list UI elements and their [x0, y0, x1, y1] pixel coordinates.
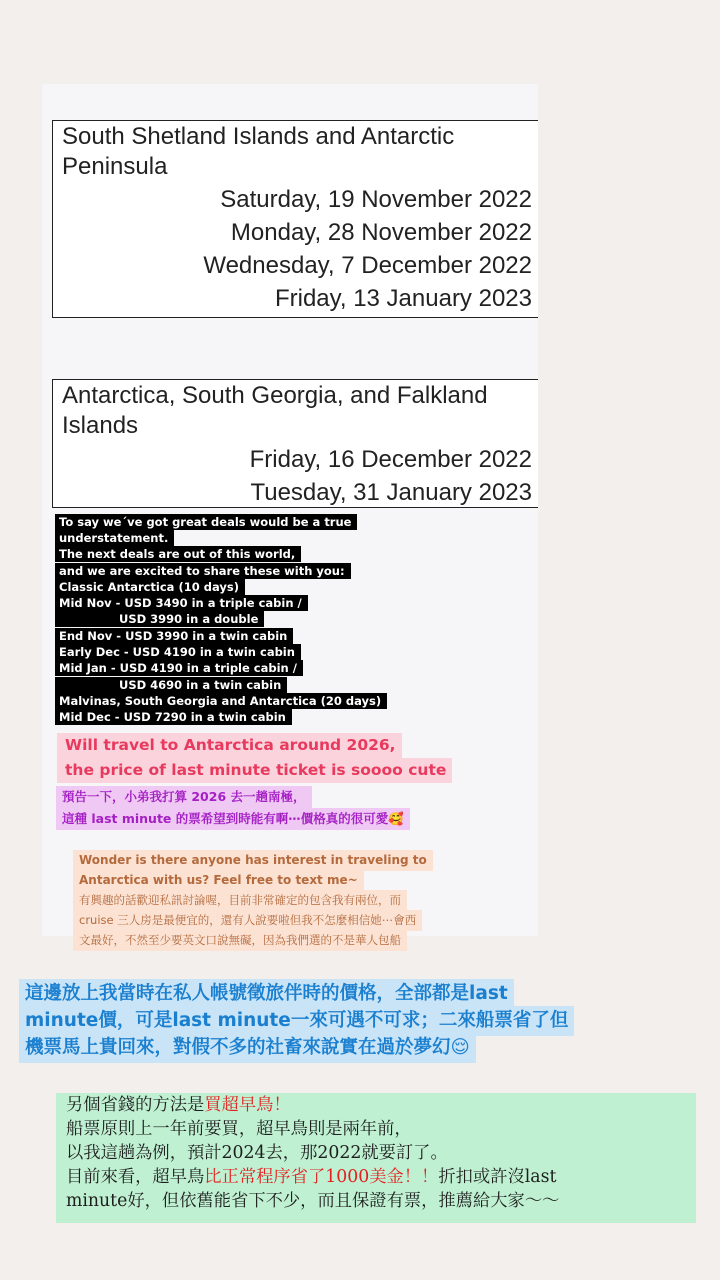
peach-caption-line: Antarctica with us? Feel free to text me~ — [73, 870, 364, 891]
deal-line: Mid Jan - USD 4190 in a triple cabin / — [55, 660, 303, 676]
deal-line: USD 3990 in a double — [55, 611, 264, 627]
green-caption-line: 以我這趟為例，預計2024去，那2022就要訂了。 — [66, 1143, 448, 1163]
pink-caption-line: Will travel to Antarctica around 2026, — [57, 733, 402, 758]
green-text-emphasis: 買超早鳥！ — [204, 1095, 291, 1115]
deal-line: The next deals are out of this world, — [55, 546, 301, 562]
deal-line: Malvinas, South Georgia and Antarctica (20 days) — [55, 693, 387, 709]
itinerary-table-1 — [52, 120, 538, 318]
pink-caption-line: the price of last minute ticket is soooo cute — [57, 758, 452, 783]
deal-line: To say we´ve got great deals would be a true — [55, 514, 357, 530]
peach-caption-line: 有興趣的話歡迎私訊討論喔，目前非常確定的包含我有兩位，而 — [73, 890, 407, 911]
deal-line: Mid Nov - USD 3490 in a triple cabin / — [55, 595, 308, 611]
green-text-emphasis: 比正常程序省了1000美金！！ — [204, 1167, 439, 1187]
itinerary-date: Tuesday, 31 January 2023 — [250, 479, 532, 506]
itinerary-title: Antarctica, South Georgia, and Falkland Islands — [62, 382, 488, 439]
itinerary-date: Friday, 16 December 2022 — [249, 446, 532, 473]
itinerary-date: Saturday, 19 November 2022 — [220, 186, 532, 213]
deal-line: Mid Dec - USD 7290 in a twin cabin — [55, 709, 292, 725]
blue-caption-line: 這邊放上我當時在私人帳號徵旅伴時的價格，全部都是last — [19, 979, 514, 1009]
green-caption-line — [66, 1166, 556, 1188]
deal-line: End Nov - USD 3990 in a twin cabin — [55, 628, 293, 644]
green-caption-line — [66, 1094, 291, 1116]
peach-caption-line: 文最好，不然至少要英文口說無礙，因為我們選的不是華人包船 — [73, 930, 407, 951]
blue-caption-line: minute價，可是last minute一來可遇不可求；二來船票省了但 — [19, 1006, 574, 1036]
green-caption-line: minute好，但依舊能省下不少，而且保證有票，推薦給大家～～ — [66, 1191, 560, 1211]
deal-line: and we are excited to share these with you: — [55, 563, 351, 579]
purple-caption-line: 這種 last minute 的票希望到時能有啊⋯價格真的很可愛🥰 — [56, 808, 410, 830]
peach-caption-line: Wonder is there anyone has interest in traveling to — [73, 850, 433, 871]
deal-line: USD 4690 in a twin cabin — [55, 677, 287, 693]
green-text: 另個省錢的方法是 — [66, 1095, 205, 1115]
deal-line: Early Dec - USD 4190 in a twin cabin — [55, 644, 301, 660]
green-caption-line: 船票原則上一年前要買，超早鳥則是兩年前， — [66, 1119, 412, 1139]
blue-caption-line: 機票馬上貴回來，對假不多的社畜來說實在過於夢幻😌 — [19, 1033, 476, 1063]
itinerary-date: Monday, 28 November 2022 — [230, 219, 532, 246]
itinerary-table-2 — [52, 379, 538, 508]
green-text: 折扣或許沒last — [438, 1167, 557, 1187]
purple-caption-line: 預告一下，小弟我打算 2026 去一趟南極， — [56, 786, 312, 808]
green-text: 目前來看，超早鳥 — [66, 1167, 205, 1187]
deal-line: Classic Antarctica (10 days) — [55, 579, 245, 595]
itinerary-title: South Shetland Islands and Antarctic Peninsula — [62, 123, 455, 180]
deal-line: understatement. — [55, 530, 174, 546]
itinerary-date: Wednesday, 7 December 2022 — [203, 252, 532, 279]
peach-caption-line: cruise 三人房是最便宜的，還有人說要啦但我不怎麼相信她⋯會西 — [73, 910, 422, 931]
itinerary-date: Friday, 13 January 2023 — [274, 285, 532, 312]
